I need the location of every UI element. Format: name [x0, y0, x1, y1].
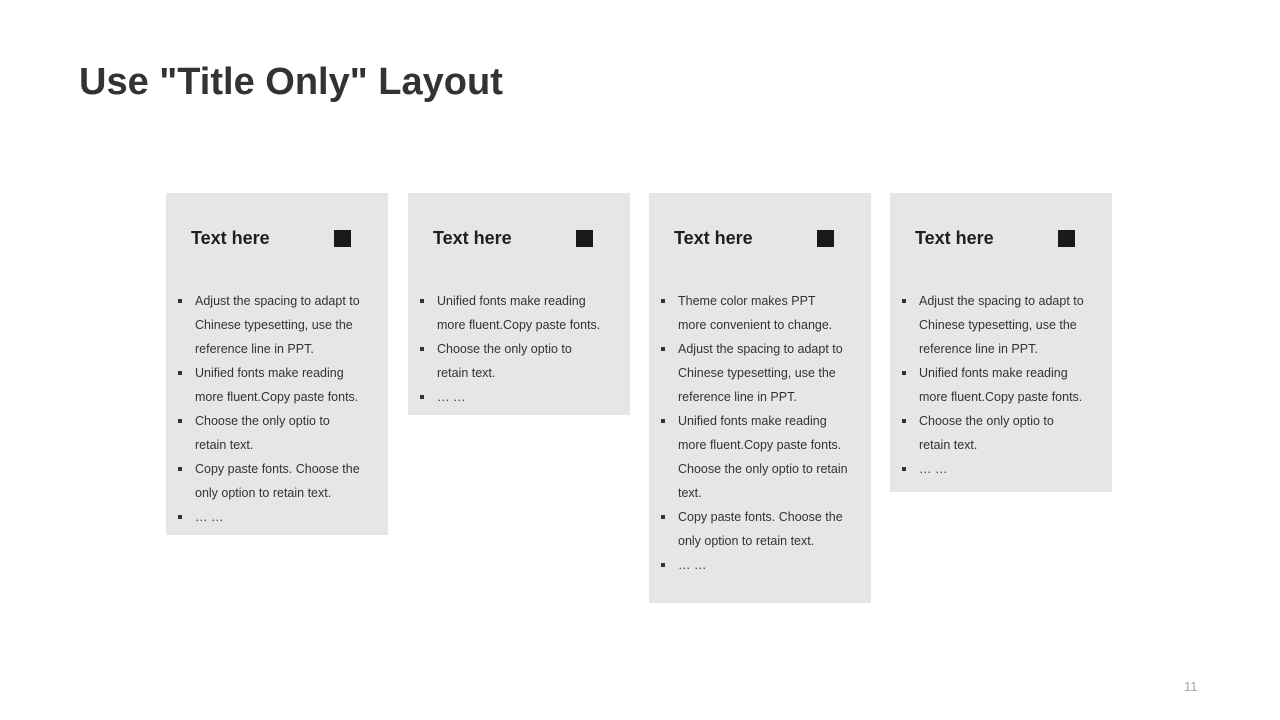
content-card [408, 193, 630, 415]
bullet-icon [178, 515, 182, 519]
bullet-item [177, 409, 345, 457]
bullet-text: Theme color makes PPT more convenient to change. [678, 294, 833, 332]
bullet-item [660, 409, 856, 505]
bullet-icon [178, 371, 182, 375]
bullet-item [177, 505, 385, 529]
content-card [649, 193, 871, 603]
bullet-text: Choose the only optio to retain text. [437, 342, 572, 380]
bullet-icon [420, 299, 424, 303]
bullet-icon [902, 467, 906, 471]
bullet-item [901, 409, 1069, 457]
bullet-text: Unified fonts make reading more fluent.Copy paste fonts. Choose the only optio to retain text. [678, 414, 848, 500]
square-icon [817, 230, 834, 247]
bullet-item [177, 289, 367, 361]
square-icon [576, 230, 593, 247]
bullet-text: Unified fonts make reading more fluent.Copy paste fonts. [437, 294, 601, 332]
bullet-text: Copy paste fonts. Choose the only option to retain text. [195, 462, 360, 500]
bullet-icon [178, 299, 182, 303]
bullet-text: Adjust the spacing to adapt to Chinese typesetting, use the reference line in PPT. [919, 294, 1084, 356]
bullet-text: … … [195, 510, 224, 524]
bullet-icon [661, 515, 665, 519]
bullet-item [901, 289, 1091, 361]
bullet-item [660, 505, 850, 553]
bullet-icon [902, 299, 906, 303]
bullet-item [419, 289, 613, 337]
bullet-icon [661, 347, 665, 351]
square-icon [334, 230, 351, 247]
bullet-text: … … [919, 462, 948, 476]
bullet-item [660, 337, 850, 409]
bullet-icon [420, 395, 424, 399]
card-header: Text here [915, 228, 994, 248]
bullet-text: Adjust the spacing to adapt to Chinese typesetting, use the reference line in PPT. [678, 342, 843, 404]
bullet-icon [178, 467, 182, 471]
bullet-icon [661, 299, 665, 303]
bullet-text: Unified fonts make reading more fluent.Copy paste fonts. [195, 366, 359, 404]
bullet-item [901, 361, 1095, 409]
card-header: Text here [433, 228, 512, 248]
bullet-icon [902, 371, 906, 375]
bullet-item [419, 385, 627, 409]
bullet-item [177, 457, 367, 505]
bullet-icon [661, 563, 665, 567]
bullet-icon [178, 419, 182, 423]
page-number: 11 [1184, 679, 1198, 694]
bullet-item [177, 361, 371, 409]
bullet-text: … … [678, 558, 707, 572]
bullet-icon [902, 419, 906, 423]
bullet-text: Choose the only optio to retain text. [919, 414, 1054, 452]
bullet-item [660, 553, 868, 577]
content-card [166, 193, 388, 535]
bullet-item [419, 337, 587, 385]
bullet-text: Adjust the spacing to adapt to Chinese typesetting, use the reference line in PPT. [195, 294, 360, 356]
bullet-list [419, 289, 627, 409]
content-card [890, 193, 1112, 492]
slide-title: Use "Title Only" Layout [79, 61, 503, 103]
square-icon [1058, 230, 1075, 247]
bullet-list [177, 289, 385, 529]
bullet-list [901, 289, 1109, 481]
bullet-icon [420, 347, 424, 351]
bullet-list [660, 289, 868, 577]
bullet-text: Choose the only optio to retain text. [195, 414, 330, 452]
bullet-text: Copy paste fonts. Choose the only option to retain text. [678, 510, 843, 548]
card-header: Text here [191, 228, 270, 248]
bullet-item [901, 457, 1109, 481]
bullet-icon [661, 419, 665, 423]
bullet-item [660, 289, 846, 337]
card-header: Text here [674, 228, 753, 248]
bullet-text: Unified fonts make reading more fluent.Copy paste fonts. [919, 366, 1083, 404]
bullet-text: … … [437, 390, 466, 404]
